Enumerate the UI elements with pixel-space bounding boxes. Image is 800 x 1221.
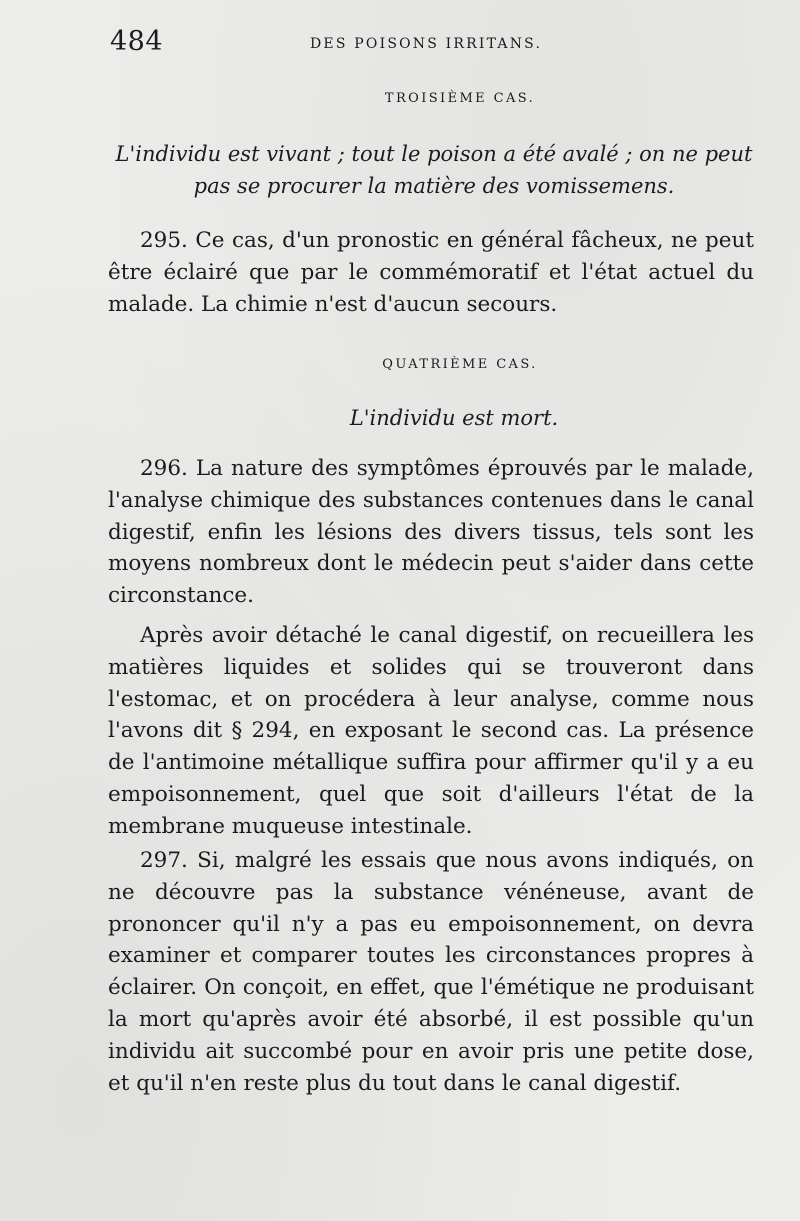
- subtitle-line: pas se procurer la matière des vomissemens.: [193, 174, 675, 198]
- subtitle-line: L'individu est vivant ; tout le poison a été avalé ; on ne peut: [115, 142, 753, 166]
- page-header: [110, 24, 755, 64]
- section-subtitle-fourth-case: L'individu est mort.: [349, 406, 559, 430]
- paragraph-295: [108, 225, 754, 320]
- page-number: 484: [110, 26, 164, 57]
- paragraph-296-continued: [108, 620, 754, 843]
- paragraph-text: 297. Si, malgré les essais que nous avons indiqués, on ne découvre pas la substance vénéneuse, avant de prononcer qu'il n'y a pas eu empoisonnement, on devra examiner et comparer toutes les circonstances propres à éclairer. On conçoit, en effet, que l'émétique ne produisant la mort qu'après avoir été absorbé, il est possible qu'un individu ait succombé pour en avoir pris une petite dose, et qu'il n'en reste plus du tout dans le canal digestif.: [108, 848, 754, 1096]
- paragraph-296: [108, 453, 754, 612]
- running-head: DES POISONS IRRITANS.: [310, 36, 543, 52]
- section-heading-third-case: TROISIÈME CAS.: [384, 91, 536, 106]
- paragraph-297: [108, 845, 754, 1099]
- paragraph-text: 295. Ce cas, d'un pronostic en général fâcheux, ne peut être éclairé que par le commémoratif et l'état actuel du malade. La chimie n'est d'aucun secours.: [108, 228, 754, 317]
- section-heading-fourth-case: QUATRIÈME CAS.: [382, 357, 538, 372]
- paragraph-text: Après avoir détaché le canal digestif, on recueillera les matières liquides et solides qui se trouveront dans l'estomac, et on procédera à leur analyse, comme nous l'avons dit § 294, en exposant le second cas. La présence de l'antimoine métallique suffira pour affirmer qu'il y a eu empoisonnement, quel que soit d'ailleurs l'état de la membrane muqueuse intestinale.: [108, 623, 754, 839]
- section-subtitle-third-case: [108, 138, 760, 202]
- paragraph-text: 296. La nature des symptômes éprouvés par le malade, l'analyse chimique des substances contenues dans le canal digestif, enfin les lésions des divers tissus, tels sont les moyens nombreux dont le médecin peut s'aider dans cette circonstance.: [108, 456, 754, 609]
